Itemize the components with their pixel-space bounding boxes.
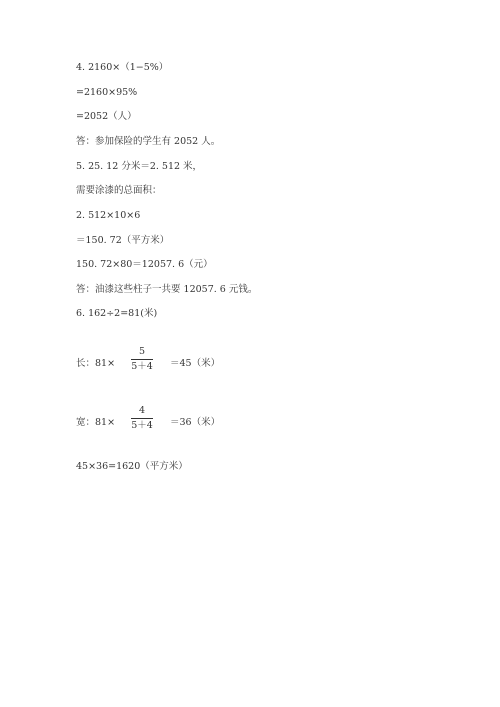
length-result: ＝45（米） bbox=[170, 358, 221, 369]
fraction-denominator: 5＋4 bbox=[131, 420, 153, 431]
width-result: ＝36（米） bbox=[170, 417, 221, 428]
width-calculation bbox=[76, 405, 376, 435]
fraction-numerator: 4 bbox=[138, 405, 146, 416]
length-calculation bbox=[76, 346, 376, 376]
width-fraction bbox=[129, 405, 155, 432]
answer-4-step-1: 4. 2160×（1−5%） bbox=[76, 62, 169, 73]
length-fraction bbox=[129, 346, 155, 373]
answer-5-step-2: ＝150. 72（平方米） bbox=[76, 235, 170, 246]
answer-4-step-3: =2052（人） bbox=[76, 111, 137, 122]
answer-5-step-1: 2. 512×10×6 bbox=[76, 210, 141, 221]
answer-5-conversion: 5. 25. 12 分米＝2. 512 米， bbox=[76, 161, 203, 172]
fraction-bar bbox=[131, 418, 153, 419]
answer-6-step-1: 6. 162÷2=81(米) bbox=[76, 308, 158, 319]
fraction-denominator: 5＋4 bbox=[131, 361, 153, 372]
area-calculation: 45×36=1620（平方米） bbox=[76, 461, 188, 472]
answer-5-step-3: 150. 72×80＝12057. 6（元） bbox=[76, 259, 213, 270]
fraction-numerator: 5 bbox=[138, 346, 146, 357]
answer-4-step-2: =2160×95% bbox=[76, 87, 138, 98]
length-lead: 长：81× bbox=[76, 358, 116, 369]
answer-4-conclusion: 答：参加保险的学生有 2052 人。 bbox=[76, 136, 221, 147]
fraction-bar bbox=[131, 359, 153, 360]
answer-5-intro: 需要涂漆的总面积： bbox=[76, 185, 162, 196]
answer-5-conclusion: 答：油漆这些柱子一共要 12057. 6 元钱。 bbox=[76, 284, 258, 295]
width-lead: 宽：81× bbox=[76, 417, 116, 428]
